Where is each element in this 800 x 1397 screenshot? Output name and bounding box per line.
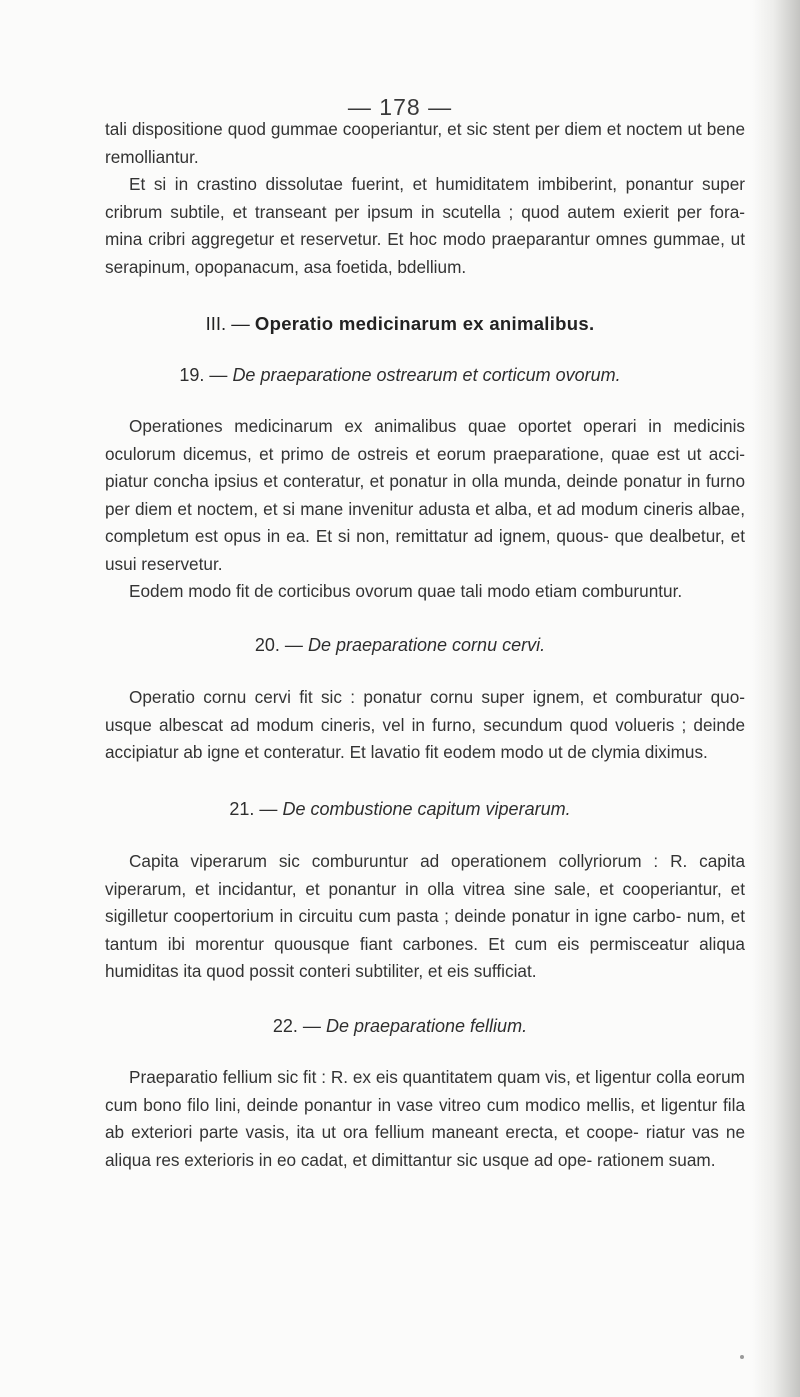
- section-20-text: [105, 684, 745, 767]
- subheading-19: [0, 365, 800, 386]
- subheading-title: De praeparatione fellium.: [325, 1016, 528, 1036]
- section-title: Operatio medicinarum ex animalibus.: [254, 313, 595, 334]
- subheading-number: 19. —: [179, 365, 228, 385]
- section-20-paragraph-1: Operatio cornu cervi fit sic : ponatur cornu super ignem, et comburatur quo- usque albescat ad modum cineris, vel in furno, secundum quod volueris ; deinde accipiatur ab igne et conteratur. Et lavatio fit eodem modo ut de clymia diximus.: [105, 687, 745, 762]
- section-heading: [0, 313, 800, 335]
- section-22-paragraph-1: Praeparatio fellium sic fit : R. ex eis quantitatem quam vis, et ligentur colla eorum cum bono filo lini, deinde ponantur in vase vitreo cum modico mellis, et ligentur fila ab exteriori parte vasis, ita ut ora fellium maneant erecta, et coope- riatur vas ne aliqua res exterioris in eo cadat, et dimittantur sic usque ad ope- rationem suam.: [105, 1067, 745, 1170]
- section-19-text: [105, 413, 745, 606]
- intro-paragraph-2: Et si in crastino dissolutae fuerint, et humiditatem imbiberint, ponantur super cribrum subtile, et transeant per ipsum in scutella ; quod autem exierit per fora- mina cribri aggregetur et reservetur. Et hoc modo praeparantur omnes gummae, ut serapinum, opopanacum, asa foetida, bdellium.: [105, 174, 745, 277]
- subheading-22: [0, 1016, 800, 1037]
- intro-text: [105, 116, 745, 281]
- scan-edge-shadow: [752, 0, 800, 1397]
- subheading-title: De praeparatione cornu cervi.: [307, 635, 546, 655]
- subheading-title: De combustione capitum viperarum.: [282, 799, 571, 819]
- subheading-20: [0, 635, 800, 656]
- page-number: — 178 —: [347, 94, 453, 120]
- section-19-paragraph-2: Eodem modo fit de corticibus ovorum quae tali modo etiam comburuntur.: [129, 581, 683, 601]
- subheading-number: 21. —: [229, 799, 278, 819]
- section-22-text: [105, 1064, 745, 1174]
- subheading-number: 20. —: [254, 635, 303, 655]
- section-19-paragraph-1: Operationes medicinarum ex animalibus quae oportet operari in medicinis oculorum dicemus, et primo de ostreis et eorum praeparatione, quae est ut acci- piatur concha ipsius et conteratur, et ponatur in olla munda, deinde ponatur in furno per diem et noctem, et si mane invenitur adusta et alba, et ad modum cineris albae, completum est opus in ea. Et si non, remittatur ad ignem, quous- que dealbetur, et usui reservetur.: [105, 416, 745, 574]
- intro-paragraph-1: tali dispositione quod gummae cooperiantur, et sic stent per diem et noctem ut bene remolliantur.: [105, 119, 745, 167]
- subheading-number: 22. —: [272, 1016, 321, 1036]
- section-21-paragraph-1: Capita viperarum sic comburuntur ad operationem collyriorum : R. capita viperarum, et incidantur, et ponantur in olla vitrea sine sale, et cooperiantur, et sigilletur coopertorium in circuitu cum pasta ; deinde ponatur in igne carbo- num, et tantum ibi morentur quousque fiant carbones. Et cum eis permisceatur aliqua humiditas ita quod possit conteri subtiliter, et eis sufficiat.: [105, 851, 745, 981]
- subheading-title: De praeparatione ostrearum et corticum ovorum.: [232, 365, 621, 385]
- section-roman-numeral: III. —: [205, 313, 250, 334]
- subheading-21: [0, 799, 800, 820]
- ink-speck: [740, 1355, 744, 1359]
- section-21-text: [105, 848, 745, 986]
